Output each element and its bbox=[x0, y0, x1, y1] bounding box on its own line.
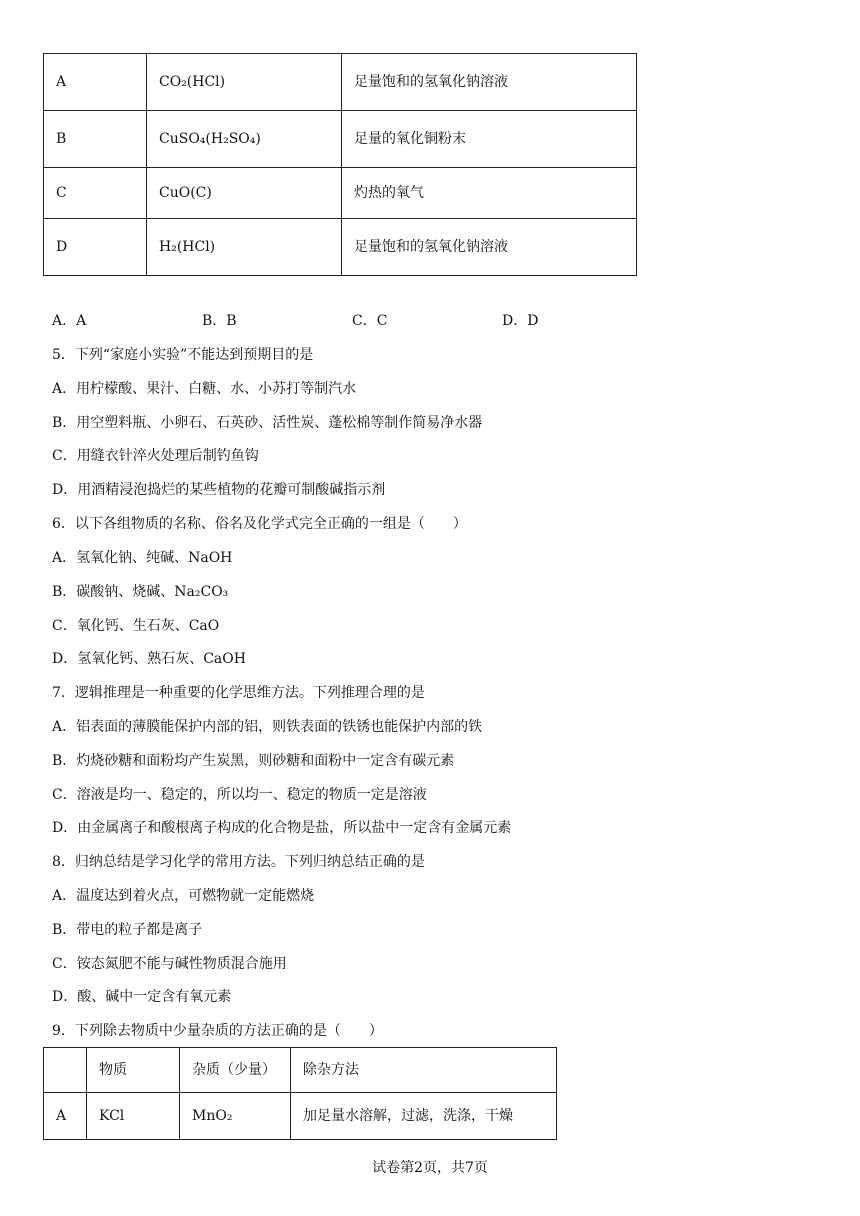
option-c: C．铵态氮肥不能与碱性物质混合施用 bbox=[52, 956, 287, 972]
question-stem: 6．以下各组物质的名称、俗名及化学式完全正确的一组是（ ） bbox=[52, 516, 467, 532]
table-row bbox=[44, 1093, 557, 1140]
table-row bbox=[44, 54, 637, 111]
option-a: A．用柠檬酸、果汁、白糖、水、小苏打等制汽水 bbox=[52, 381, 357, 397]
substance-cell: KCl bbox=[87, 1093, 180, 1140]
question-stem: 9．下列除去物质中少量杂质的方法正确的是（ ） bbox=[52, 1023, 383, 1039]
page-footer: 试卷第2页，共7页 bbox=[372, 1160, 488, 1176]
row-label: B bbox=[44, 111, 147, 168]
row-label: A bbox=[44, 1093, 87, 1140]
option-a: A．A bbox=[52, 313, 87, 329]
reagent-cell: 足量饱和的氢氧化钠溶液 bbox=[342, 54, 637, 111]
option-b: B．用空塑料瓶、小卵石、石英砂、活性炭、蓬松棉等制作简易净水器 bbox=[52, 415, 483, 431]
option-b: B．B bbox=[202, 313, 237, 329]
substance-cell: CuO(C) bbox=[147, 168, 342, 219]
header-cell: 除杂方法 bbox=[291, 1048, 557, 1093]
substance-cell: CO₂(HCl) bbox=[147, 54, 342, 111]
question-stem: 5．下列“家庭小实验”不能达到预期目的是 bbox=[52, 347, 314, 363]
header-cell bbox=[44, 1048, 87, 1093]
impurity-removal-table bbox=[43, 1047, 557, 1140]
table-row bbox=[44, 219, 637, 276]
reagent-cell: 灼热的氧气 bbox=[342, 168, 637, 219]
option-d: D．酸、碱中一定含有氧元素 bbox=[52, 989, 232, 1005]
option-d: D．用酒精浸泡捣烂的某些植物的花瓣可制酸碱指示剂 bbox=[52, 482, 386, 498]
option-a: A．铝表面的薄膜能保护内部的铝，则铁表面的铁锈也能保护内部的铁 bbox=[52, 719, 483, 735]
options-table-q4 bbox=[43, 53, 637, 276]
option-a: A．温度达到着火点，可燃物就一定能燃烧 bbox=[52, 888, 315, 904]
question-stem: 7．逻辑推理是一种重要的化学思维方法。下列推理合理的是 bbox=[52, 685, 425, 701]
reagent-cell: 足量饱和的氢氧化钠溶液 bbox=[342, 219, 637, 276]
header-cell: 物质 bbox=[87, 1048, 180, 1093]
substance-cell: H₂(HCl) bbox=[147, 219, 342, 276]
option-c: C．用缝衣针淬火处理后制钓鱼钩 bbox=[52, 448, 259, 464]
method-cell: 加足量水溶解，过滤，洗涤，干燥 bbox=[291, 1093, 557, 1140]
table-row bbox=[44, 168, 637, 219]
option-b: B．灼烧砂糖和面粉均产生炭黑，则砂糖和面粉中一定含有碳元素 bbox=[52, 753, 455, 769]
option-b: B．带电的粒子都是离子 bbox=[52, 922, 203, 938]
option-b: B．碳酸钠、烧碱、Na₂CO₃ bbox=[52, 584, 229, 600]
option-d: D．D bbox=[502, 313, 539, 329]
question-stem: 8．归纳总结是学习化学的常用方法。下列归纳总结正确的是 bbox=[52, 854, 425, 870]
table-header-row bbox=[44, 1048, 557, 1093]
row-label: A bbox=[44, 54, 147, 111]
substance-cell: CuSO₄(H₂SO₄) bbox=[147, 111, 342, 168]
reagent-cell: 足量的氧化铜粉末 bbox=[342, 111, 637, 168]
option-c: C．溶液是均一、稳定的，所以均一、稳定的物质一定是溶液 bbox=[52, 787, 427, 803]
impurity-cell: MnO₂ bbox=[180, 1093, 291, 1140]
option-c: C．氧化钙、生石灰、CaO bbox=[52, 618, 220, 634]
table-row bbox=[44, 111, 637, 168]
row-label: C bbox=[44, 168, 147, 219]
row-label: D bbox=[44, 219, 147, 276]
option-a: A．氢氧化钠、纯碱、NaOH bbox=[52, 550, 233, 566]
header-cell: 杂质（少量） bbox=[180, 1048, 291, 1093]
option-d: D．氢氧化钙、熟石灰、CaOH bbox=[52, 651, 246, 667]
option-c: C．C bbox=[352, 313, 388, 329]
option-d: D．由金属离子和酸根离子构成的化合物是盐，所以盐中一定含有金属元素 bbox=[52, 820, 512, 836]
